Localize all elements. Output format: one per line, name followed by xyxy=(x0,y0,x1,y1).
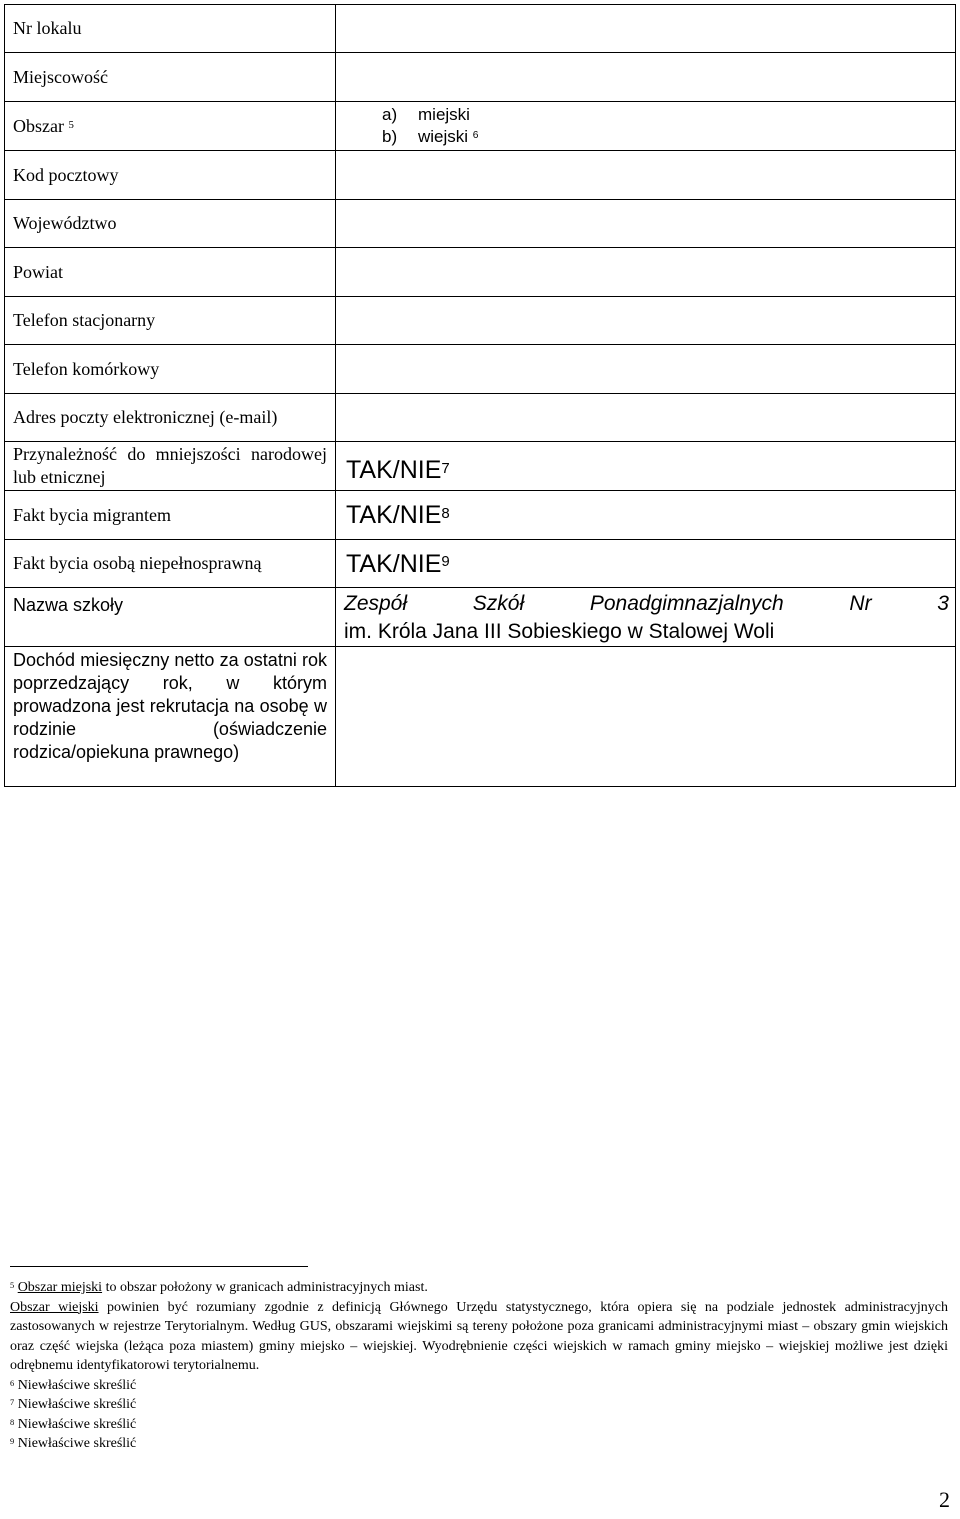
option-a-text: miejski xyxy=(418,105,470,124)
footnote-ref-6: 6 xyxy=(472,130,479,142)
form-row-kod-pocztowy xyxy=(5,151,956,200)
label-obszar xyxy=(5,102,336,151)
obszar-option-b[interactable] xyxy=(382,126,949,148)
field-szkola[interactable] xyxy=(336,588,956,647)
label-text: Dochód miesięczny netto za ostatni rok poprzedzający rok, w którym prowadzona jest rekrutacja na osobę w rodzinie (oświadczenie rodzica/opiekuna prawnego) xyxy=(13,650,327,762)
label-text: Przynależność do mniejszości narodowej lub etnicznej xyxy=(13,444,327,487)
label-text: Nr lokalu xyxy=(13,18,82,38)
field-dochod[interactable] xyxy=(336,647,956,787)
form-row-dochod xyxy=(5,647,956,787)
field-email[interactable] xyxy=(336,394,956,442)
footnote-number: 9 xyxy=(10,1437,15,1447)
footnote-text: Niewłaściwe skreślić xyxy=(17,1436,137,1451)
footnote-ref-8: 8 xyxy=(441,504,450,522)
label-kod-pocztowy xyxy=(5,151,336,200)
yes-no-choice[interactable]: TAK/NIE xyxy=(346,501,442,529)
footnote-ref-5: 5 xyxy=(68,118,74,131)
label-nr-lokalu xyxy=(5,5,336,53)
form-row-szkola xyxy=(5,588,956,647)
option-b-marker: b) xyxy=(382,127,398,146)
form-row-miejscowosc xyxy=(5,53,956,102)
form-row-wojewodztwo xyxy=(5,200,956,248)
form-row-niepelnosprawnosc xyxy=(5,540,956,588)
footnote-ref-9: 9 xyxy=(441,553,450,571)
field-telefon-komorkowy[interactable] xyxy=(336,345,956,394)
footnote-5 xyxy=(10,1278,948,1298)
footnote-8 xyxy=(10,1415,948,1435)
label-wojewodztwo xyxy=(5,200,336,248)
page-number: 2 xyxy=(939,1487,950,1512)
label-migrant xyxy=(5,491,336,540)
footnote-number: 5 xyxy=(10,1281,15,1291)
footnote-text: Niewłaściwe skreślić xyxy=(17,1397,137,1412)
footnote-9 xyxy=(10,1434,948,1454)
obszar-option-a[interactable] xyxy=(382,104,949,126)
option-a-marker: a) xyxy=(382,105,398,124)
label-text: Powiat xyxy=(13,261,64,282)
label-text: Telefon stacjonarny xyxy=(13,310,156,330)
form-row-email xyxy=(5,394,956,442)
footnote-5-continued xyxy=(10,1298,948,1376)
footnote-text: to obszar położony w granicach administracyjnych miast. xyxy=(105,1280,428,1295)
field-wojewodztwo[interactable] xyxy=(336,200,956,248)
form-row-powiat xyxy=(5,248,956,297)
label-szkola xyxy=(5,588,336,647)
yes-no-choice[interactable]: TAK/NIE xyxy=(346,456,442,484)
label-telefon-komorkowy xyxy=(5,345,336,394)
label-text: Fakt bycia osobą niepełnosprawną xyxy=(13,553,262,573)
label-text: Nazwa szkoły xyxy=(13,595,124,615)
personal-data-form-table xyxy=(4,4,956,787)
school-name-line-1: Zespół Szkół Ponadgimnazjalnych Nr 3 xyxy=(344,592,949,615)
footnote-term: Obszar wiejski xyxy=(10,1299,99,1315)
footnote-6 xyxy=(10,1376,948,1396)
form-row-nr-lokalu xyxy=(5,5,956,53)
footnote-7 xyxy=(10,1395,948,1415)
footnote-number: 7 xyxy=(10,1398,15,1408)
field-obszar[interactable] xyxy=(336,102,956,151)
label-powiat xyxy=(5,248,336,297)
label-text: Telefon komórkowy xyxy=(13,358,160,379)
option-b-text: wiejski xyxy=(418,127,469,146)
label-mniejszosc xyxy=(5,442,336,491)
footnote-text: Niewłaściwe skreślić xyxy=(17,1377,137,1393)
label-text: Fakt bycia migrantem xyxy=(13,504,171,525)
label-text: Adres poczty elektronicznej (e-mail) xyxy=(13,407,278,427)
form-row-obszar xyxy=(5,102,956,151)
footnote-text: powinien być rozumiany zgodnie z definicją Głównego Urzędu statystycznego, która opiera się na podziale jednostek administracyjnych zastosowanych w rejestrze Terytorialnym. Według GUS, obszarami wiejskimi są tereny położone poza granicami administracyjnymi miast – obszary gmin wiejskich oraz część wiejska (leżąca poza miastem) gminy miejsko – wiejskiej. Wyodrębnienie części wiejskich w ramach gminy miejsko – wiejskiej możliwe jest dzięki odrębnemu identyfikatorowi terytorialnemu. xyxy=(10,1299,949,1373)
field-powiat[interactable] xyxy=(336,248,956,297)
label-email xyxy=(5,394,336,442)
label-text: Obszar xyxy=(13,115,64,136)
footnote-number: 8 xyxy=(10,1417,15,1427)
footnote-ref-7: 7 xyxy=(441,459,450,477)
field-mniejszosc[interactable] xyxy=(336,442,956,491)
form-row-telefon-stacjonarny xyxy=(5,297,956,345)
footnote-separator xyxy=(10,1266,308,1267)
form-row-mniejszosc xyxy=(5,442,956,491)
label-niepelnosprawnosc xyxy=(5,540,336,588)
label-telefon-stacjonarny xyxy=(5,297,336,345)
school-name-line-2: im. Króla Jana III Sobieskiego w Stalowej Woli xyxy=(344,620,775,643)
footnotes xyxy=(10,1278,948,1454)
field-nr-lokalu[interactable] xyxy=(336,5,956,53)
footnote-number: 6 xyxy=(10,1378,15,1388)
school-name xyxy=(342,590,949,646)
field-migrant[interactable] xyxy=(336,491,956,540)
label-dochod xyxy=(5,647,336,787)
field-niepelnosprawnosc[interactable] xyxy=(336,540,956,588)
form-row-migrant xyxy=(5,491,956,540)
footnote-text: Niewłaściwe skreślić xyxy=(17,1416,137,1432)
label-text: Miejscowość xyxy=(13,66,108,87)
label-text: Kod pocztowy xyxy=(13,164,119,185)
footnote-term: Obszar miejski xyxy=(17,1280,103,1295)
obszar-options xyxy=(342,104,949,148)
yes-no-choice[interactable]: TAK/NIE xyxy=(346,549,442,578)
form-row-telefon-komorkowy xyxy=(5,345,956,394)
field-kod-pocztowy[interactable] xyxy=(336,151,956,200)
label-miejscowosc xyxy=(5,53,336,102)
field-telefon-stacjonarny[interactable] xyxy=(336,297,956,345)
field-miejscowosc[interactable] xyxy=(336,53,956,102)
label-text: Województwo xyxy=(13,213,117,233)
